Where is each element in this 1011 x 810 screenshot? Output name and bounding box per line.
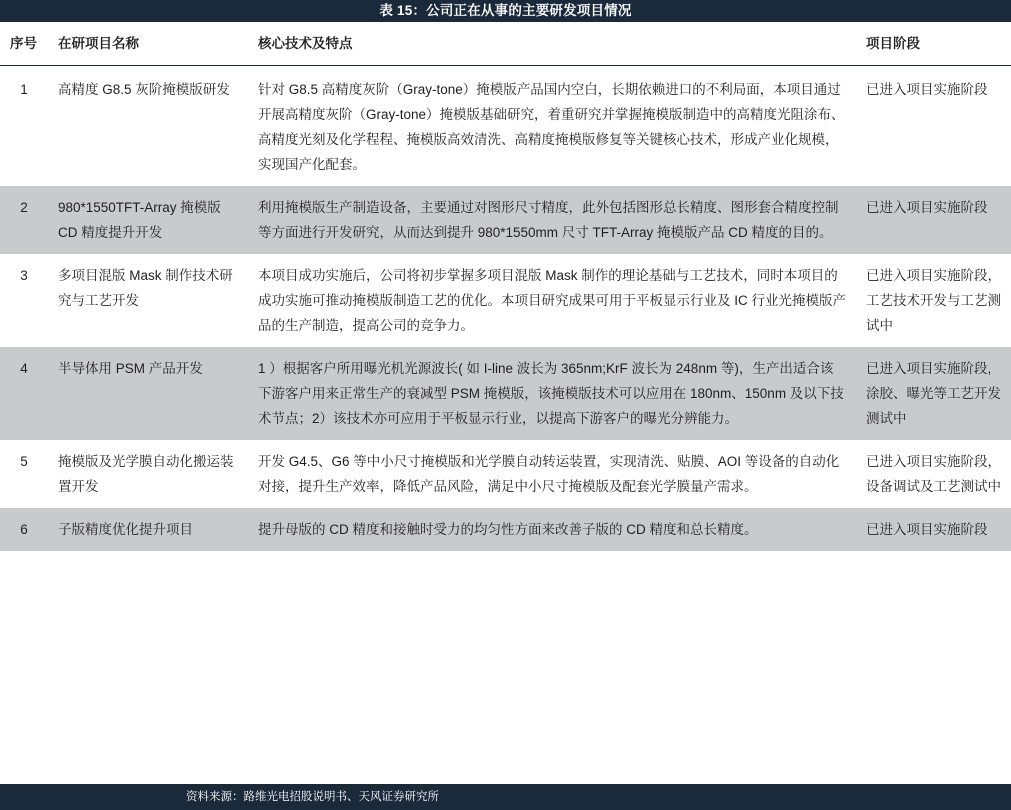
cell-no: 2 <box>0 186 48 254</box>
table-row <box>0 508 1011 551</box>
cell-project-name: 掩模版及光学膜自动化搬运装置开发 <box>48 440 248 508</box>
cell-tech: 本项目成功实施后，公司将初步掌握多项目混版 Mask 制作的理论基础与工艺技术，同时本项目的成功实施可推动掩模版制造工艺的优化。本项目研究成果可用于平板显示行业及 IC 行业光掩模版产品的生产制造，提高公司的竞争力。 <box>248 254 856 347</box>
cell-project-name: 980*1550TFT-Array 掩模版 CD 精度提升开发 <box>48 186 248 254</box>
table-row <box>0 66 1011 187</box>
table-body <box>0 66 1011 552</box>
cell-tech: 开发 G4.5、G6 等中小尺寸掩模版和光学膜自动转运装置，实现清洗、贴膜、AOI 等设备的自动化对接，提升生产效率，降低产品风险，满足中小尺寸掩模版及配套光学膜量产需求。 <box>248 440 856 508</box>
table-header <box>0 22 1011 66</box>
cell-project-name: 高精度 G8.5 灰阶掩模版研发 <box>48 66 248 187</box>
cell-stage: 已进入项目实施阶段，设备调试及工艺测试中 <box>856 440 1011 508</box>
column-header-no: 序号 <box>0 22 48 66</box>
cell-stage: 已进入项目实施阶段，工艺技术开发与工艺测试中 <box>856 254 1011 347</box>
cell-stage: 已进入项目实施阶段 <box>856 508 1011 551</box>
cell-project-name: 半导体用 PSM 产品开发 <box>48 347 248 440</box>
cell-tech: 提升母版的 CD 精度和接触时受力的均匀性方面来改善子版的 CD 精度和总长精度。 <box>248 508 856 551</box>
column-header-stage: 项目阶段 <box>856 22 1011 66</box>
cell-stage: 已进入项目实施阶段,涂胶、曝光等工艺开发测试中 <box>856 347 1011 440</box>
cell-tech: 1 ）根据客户所用曝光机光源波长( 如 I-line 波长为 365nm;KrF 波长为 248nm 等)，生产出适合该下游客户用来正常生产的衰减型 PSM 掩模版，该掩模版技术可以应用在 180nm、150nm 及以下技术节点；2）该技术亦可应用于平板显示行业，以提高下游客户的曝光分辨能力。 <box>248 347 856 440</box>
table-row <box>0 254 1011 347</box>
cell-stage: 已进入项目实施阶段 <box>856 186 1011 254</box>
cell-no: 1 <box>0 66 48 187</box>
research-projects-table <box>0 22 1011 551</box>
table-row <box>0 347 1011 440</box>
page-spacer <box>0 551 1011 810</box>
table-container <box>0 22 1011 551</box>
table-header-row <box>0 22 1011 66</box>
cell-tech: 利用掩模版生产制造设备，主要通过对图形尺寸精度，此外包括图形总长精度、图形套合精度控制等方面进行开发研究，从而达到提升 980*1550mm 尺寸 TFT-Array 掩模版产品 CD 精度的目的。 <box>248 186 856 254</box>
table-row <box>0 186 1011 254</box>
table-title: 表 15：公司正在从事的主要研发项目情况 <box>0 0 1011 22</box>
source-note: 资料来源：路维光电招股说明书、天风证券研究所 <box>0 784 1011 810</box>
cell-no: 3 <box>0 254 48 347</box>
cell-tech: 针对 G8.5 高精度灰阶（Gray-tone）掩模版产品国内空白，长期依赖进口的不利局面，本项目通过开展高精度灰阶（Gray-tone）掩模版基础研究，着重研究并掌握掩模版制造中的高精度光阻涂布、高精度光刻及化学程程、掩模版高效清洗、高精度掩模版修复等关键核心技术，形成产业化规模，实现国产化配套。 <box>248 66 856 187</box>
cell-stage: 已进入项目实施阶段 <box>856 66 1011 187</box>
cell-no: 4 <box>0 347 48 440</box>
column-header-tech: 核心技术及特点 <box>248 22 856 66</box>
cell-no: 5 <box>0 440 48 508</box>
column-header-name: 在研项目名称 <box>48 22 248 66</box>
cell-project-name: 子版精度优化提升项目 <box>48 508 248 551</box>
cell-project-name: 多项目混版 Mask 制作技术研究与工艺开发 <box>48 254 248 347</box>
table-row <box>0 440 1011 508</box>
cell-no: 6 <box>0 508 48 551</box>
